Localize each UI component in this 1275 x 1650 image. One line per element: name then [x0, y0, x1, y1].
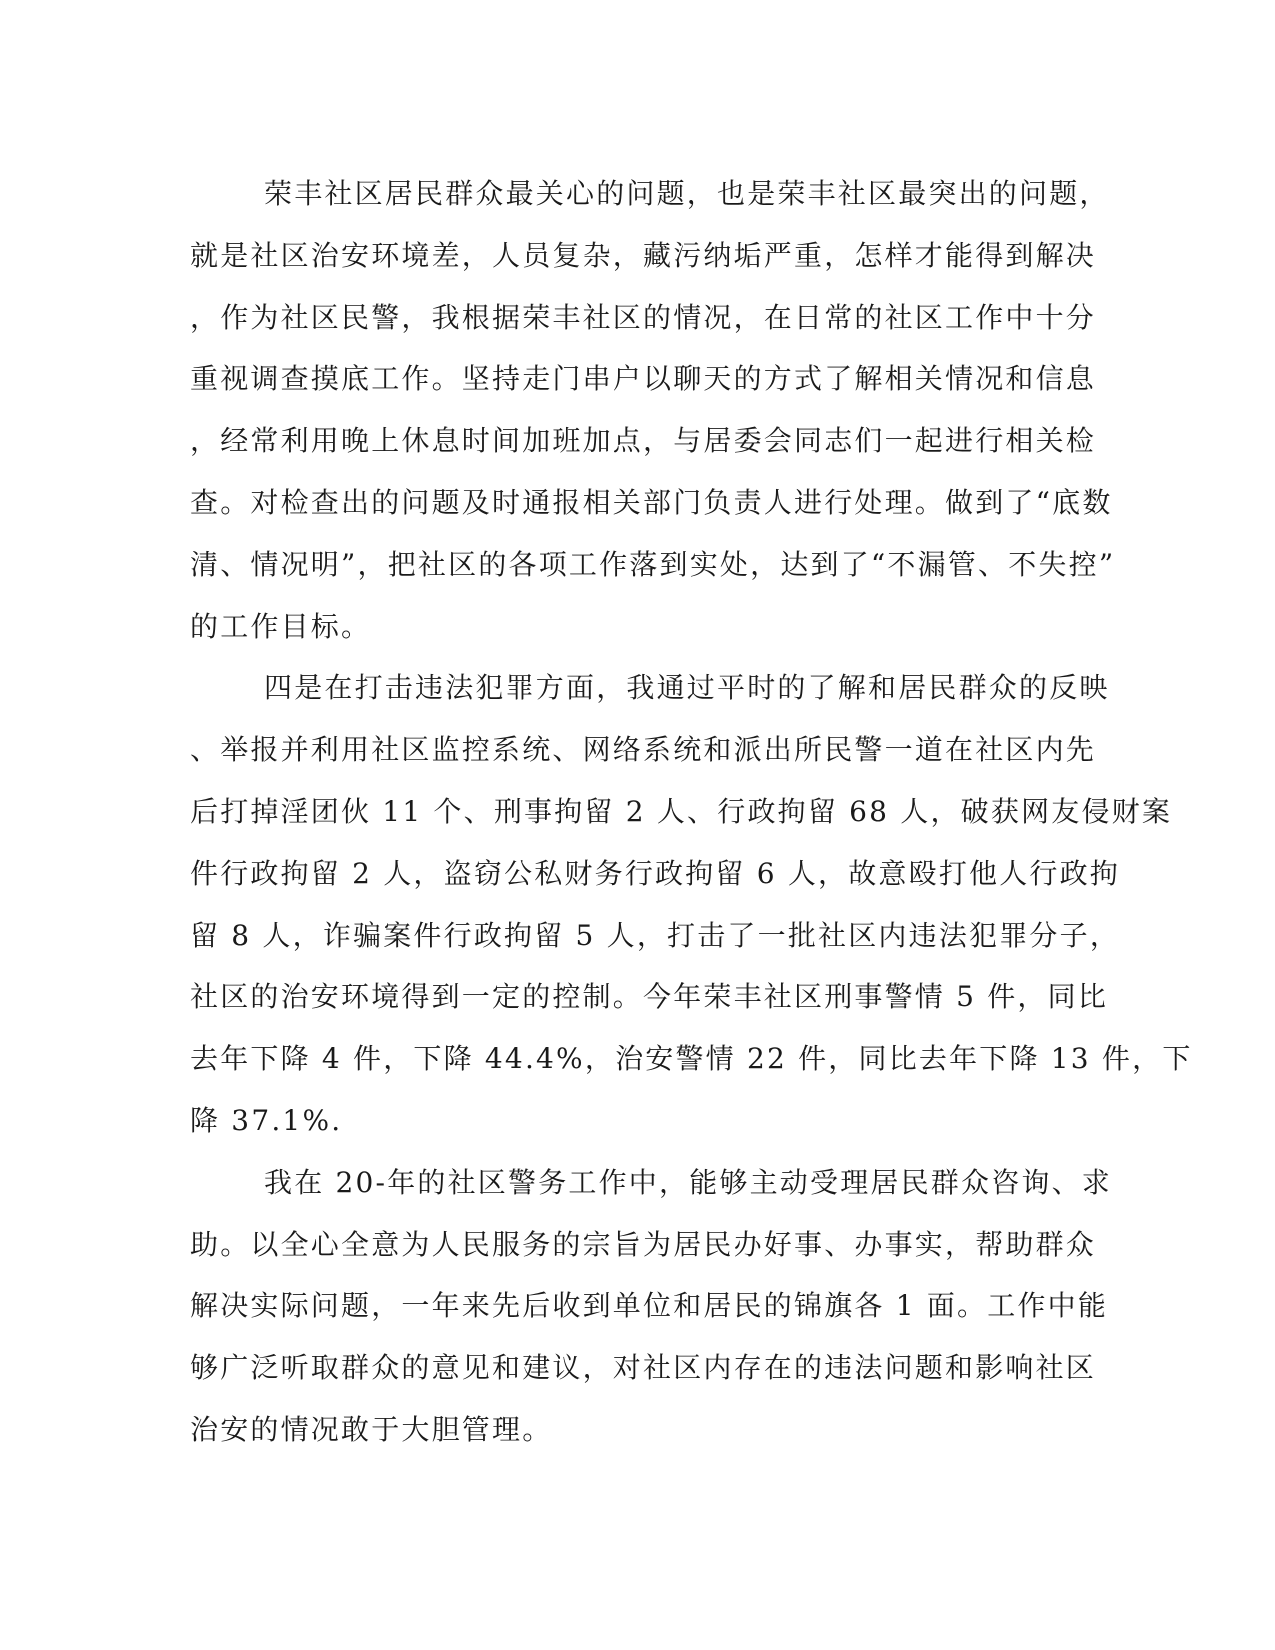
text-line: 荣丰社区居民群众最关心的问题，也是荣丰社区最突出的问题，: [264, 177, 1110, 210]
paragraph-2: [190, 657, 1193, 1151]
text-line: 够广泛听取群众的意见和建议，对社区内存在的违法问题和影响社区: [190, 1351, 1097, 1385]
text-line: 降 37.1%.: [190, 1103, 343, 1137]
text-line: 治安的情况敢于大胆管理。: [190, 1412, 553, 1446]
text-line: 去年下降 4 件，下降 44.4%，治安警情 22 件，同比去年下降 13 件，下: [190, 1042, 1193, 1076]
paragraph-1: [190, 163, 1116, 657]
text-line: 就是社区治安环境差，人员复杂，藏污纳垢严重，怎样才能得到解决: [190, 238, 1097, 272]
text-line: 重视调查摸底工作。坚持走门串户以聊天的方式了解相关情况和信息: [190, 362, 1097, 396]
text-line: 四是在打击违法犯罪方面，我通过平时的了解和居民群众的反映: [264, 671, 1110, 705]
text-line: 我在 20-年的社区警务工作中，能够主动受理居民群众咨询、求: [264, 1165, 1112, 1199]
text-line: 解决实际问题，一年来先后收到单位和居民的锦旗各 1 面。工作中能: [190, 1289, 1109, 1323]
text-line: 后打掉淫团伙 11 个、刑事拘留 2 人、行政拘留 68 人，破获网友侵财案: [190, 794, 1173, 828]
text-line: 助。以全心全意为人民服务的宗旨为居民办好事、办事实，帮助群众: [190, 1227, 1097, 1261]
paragraph-3: [190, 1152, 1112, 1461]
text-line: ，经常利用晚上休息时间加班加点，与居委会同志们一起进行相关检: [190, 424, 1097, 458]
text-line: 的工作目标。: [190, 609, 372, 643]
text-line: 件行政拘留 2 人，盗窃公私财务行政拘留 6 人，故意殴打他人行政拘: [190, 856, 1121, 890]
text-line: 查。对检查出的问题及时通报相关部门负责人进行处理。做到了“底数: [190, 485, 1113, 519]
document-body: [190, 163, 1193, 1461]
text-line: ，作为社区民警，我根据荣丰社区的情况，在日常的社区工作中十分: [190, 300, 1097, 334]
text-line: 清、情况明”，把社区的各项工作落到实处，达到了“不漏管、不失控”: [190, 547, 1116, 581]
text-line: 、举报并利用社区监控系统、网络系统和派出所民警一道在社区内先: [190, 733, 1097, 767]
text-line: 社区的治安环境得到一定的控制。今年荣丰社区刑事警情 5 件，同比: [190, 980, 1109, 1014]
text-line: 留 8 人，诈骗案件行政拘留 5 人，打击了一批社区内违法犯罪分子，: [190, 918, 1121, 952]
